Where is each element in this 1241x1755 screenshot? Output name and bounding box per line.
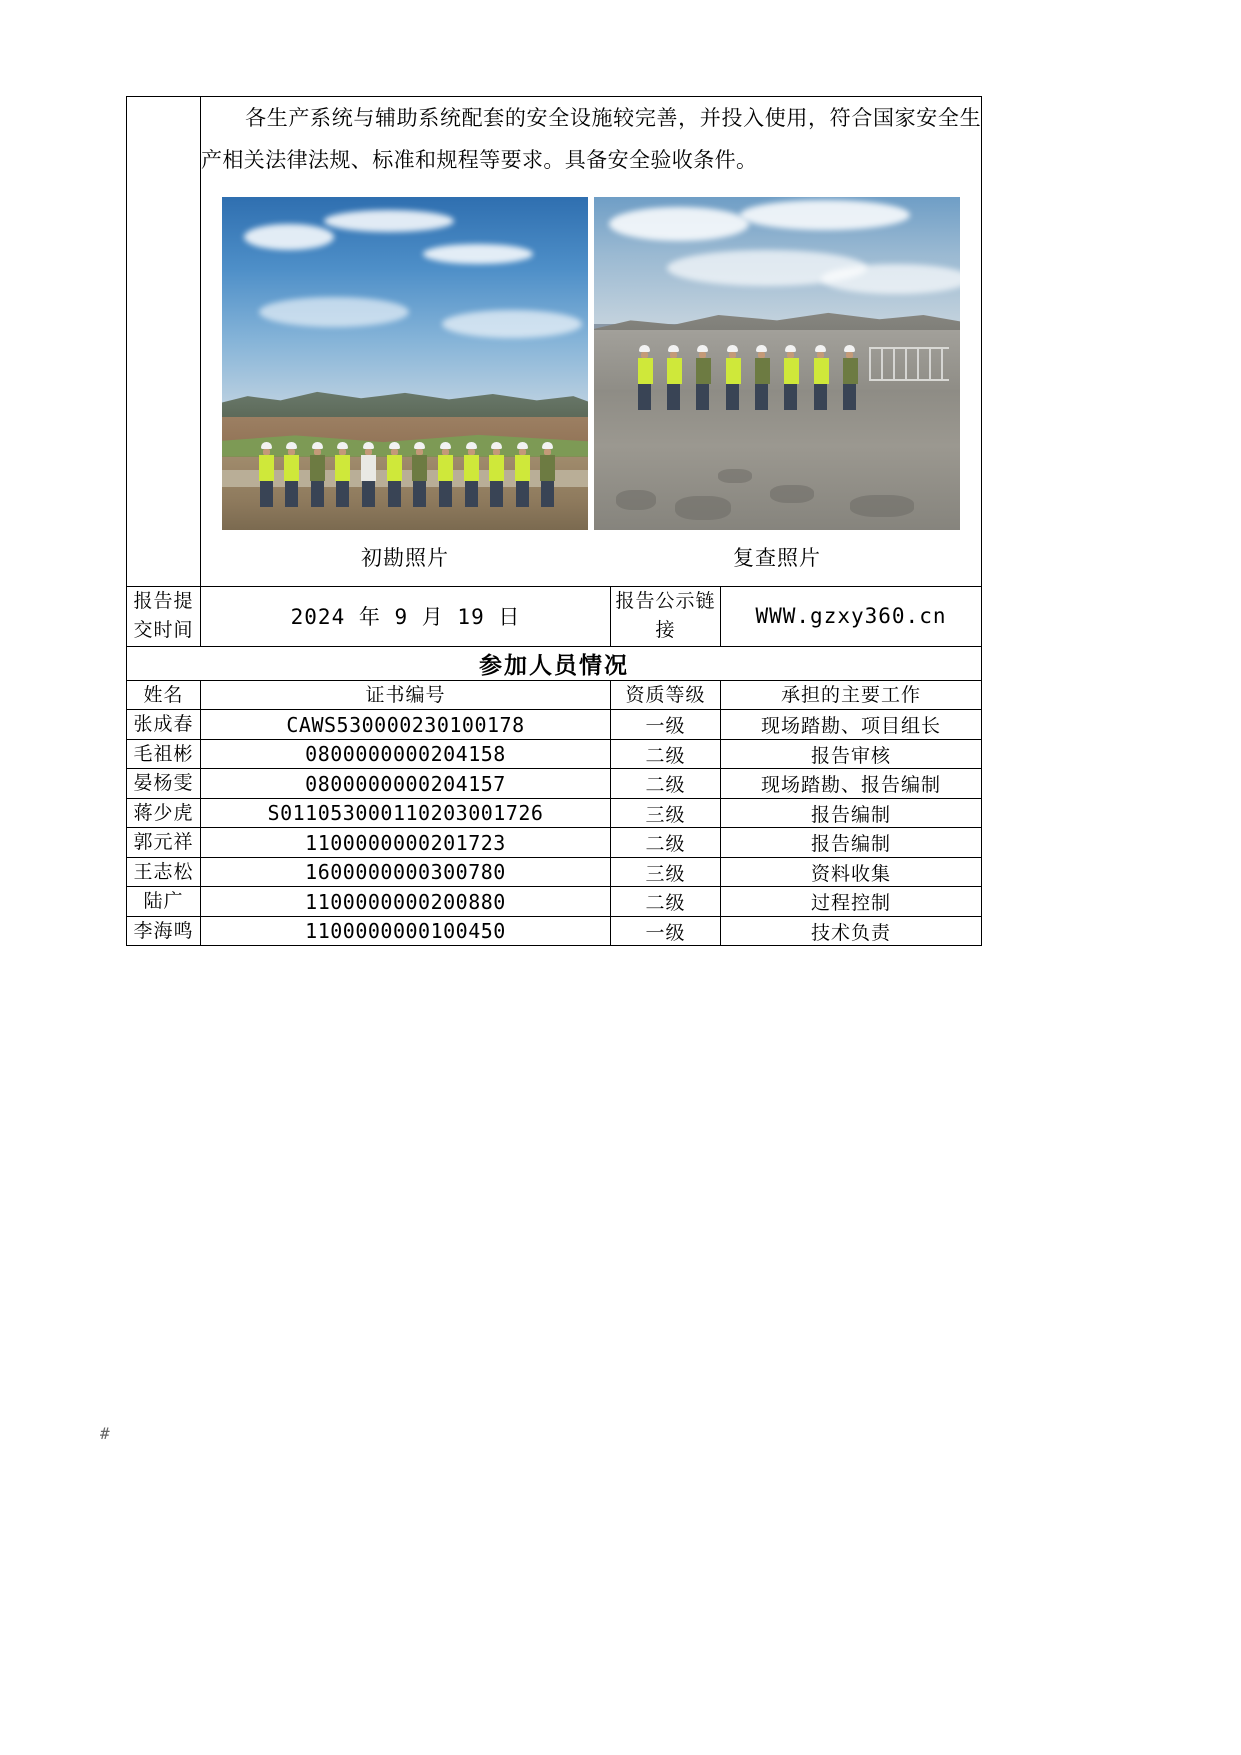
cell-name: 郭元祥 [127, 828, 201, 858]
person-figure [726, 345, 739, 410]
foreground-ground [222, 457, 588, 530]
cell-work: 现场踏勘、报告编制 [721, 769, 982, 799]
cloud-shape [244, 224, 334, 250]
cell-cert: 1100000000100450 [201, 916, 611, 946]
rock-shape [675, 496, 731, 520]
cell-cert: 0800000000204158 [201, 739, 611, 769]
rock-shape [770, 485, 814, 503]
cell-level: 二级 [611, 887, 721, 917]
cell-name: 晏杨雯 [127, 769, 201, 799]
table-row [127, 857, 982, 887]
cell-cert: 1100000000201723 [201, 828, 611, 858]
cloud-shape [821, 264, 960, 294]
cell-work: 现场踏勘、项目组长 [721, 710, 982, 740]
public-link-value: WWW.gzxy360.cn [721, 587, 982, 647]
person-figure [540, 442, 555, 507]
cell-cert: 1600000000300780 [201, 857, 611, 887]
narrative-cell [201, 97, 982, 587]
photo-review-survey [594, 197, 960, 530]
cell-work: 报告编制 [721, 798, 982, 828]
rock-shape [718, 469, 752, 483]
photo-caption: 初勘照片 [361, 546, 449, 570]
table-row [127, 710, 982, 740]
person-figure [814, 345, 827, 410]
cell-level: 三级 [611, 857, 721, 887]
cell-work: 技术负责 [721, 916, 982, 946]
staff-section-title-row [127, 646, 982, 680]
person-figure [284, 442, 299, 507]
person-figure [755, 345, 768, 410]
cell-name: 李海鸣 [127, 916, 201, 946]
rock-shape [850, 495, 914, 517]
public-link-label: 报告公示链接 [611, 587, 721, 647]
person-figure [310, 442, 325, 507]
person-figure [696, 345, 709, 410]
cell-work: 报告审核 [721, 739, 982, 769]
header-work: 承担的主要工作 [721, 680, 982, 710]
table-row [127, 769, 982, 799]
footer-mark: # [100, 1424, 110, 1443]
person-figure [259, 442, 274, 507]
road-band [222, 470, 588, 487]
cloud-shape [609, 207, 749, 241]
narrative-row-label [127, 97, 201, 587]
cell-cert: 0800000000204157 [201, 769, 611, 799]
report-table [126, 96, 982, 946]
safety-fence [869, 347, 950, 381]
person-figure [638, 345, 651, 410]
header-cert: 证书编号 [201, 680, 611, 710]
cell-work: 过程控制 [721, 887, 982, 917]
cell-work: 报告编制 [721, 828, 982, 858]
submission-date-value: 2024 年 9 月 19 日 [201, 587, 611, 647]
header-level: 资质等级 [611, 680, 721, 710]
person-figure [412, 442, 427, 507]
person-figure [335, 442, 350, 507]
person-figure [843, 345, 856, 410]
person-figure [464, 442, 479, 507]
cell-name: 陆广 [127, 887, 201, 917]
cell-cert: 1100000000200880 [201, 887, 611, 917]
cell-level: 二级 [611, 769, 721, 799]
table-row [127, 828, 982, 858]
photo-row [201, 197, 981, 530]
person-figure [667, 345, 680, 410]
cell-name: 毛祖彬 [127, 739, 201, 769]
cell-work: 资料收集 [721, 857, 982, 887]
table-row [127, 916, 982, 946]
table-row [127, 798, 982, 828]
cell-level: 二级 [611, 739, 721, 769]
photo-caption: 复查照片 [733, 546, 821, 570]
person-figure [784, 345, 797, 410]
table-row [127, 739, 982, 769]
cell-name: 张成春 [127, 710, 201, 740]
cell-level: 二级 [611, 828, 721, 858]
person-figure [489, 442, 504, 507]
photo-initial-survey [222, 197, 588, 530]
staff-section-title: 参加人员情况 [127, 646, 982, 680]
cell-name: 蒋少虎 [127, 798, 201, 828]
cloud-shape [442, 310, 582, 338]
cell-name: 王志松 [127, 857, 201, 887]
cell-cert: S011053000110203001726 [201, 798, 611, 828]
table-row [127, 887, 982, 917]
narrative-row [127, 97, 982, 587]
person-figure [387, 442, 402, 507]
person-figure [515, 442, 530, 507]
submission-date-label: 报告提交时间 [127, 587, 201, 647]
rock-shape [616, 490, 656, 510]
narrative-text: 各生产系统与辅助系统配套的安全设施较完善，并投入使用，符合国家安全生产相关法律法规、标准和规程等要求。具备安全验收条件。 [201, 106, 981, 172]
cloud-shape [423, 244, 533, 264]
cell-level: 一级 [611, 710, 721, 740]
person-figure [438, 442, 453, 507]
cell-level: 三级 [611, 798, 721, 828]
photo-caption-row [201, 542, 981, 572]
person-figure [361, 442, 376, 507]
staff-header-row [127, 680, 982, 710]
submission-row [127, 587, 982, 647]
cloud-shape [259, 297, 409, 327]
header-name: 姓名 [127, 680, 201, 710]
cell-cert: CAWS530000230100178 [201, 710, 611, 740]
cell-level: 一级 [611, 916, 721, 946]
